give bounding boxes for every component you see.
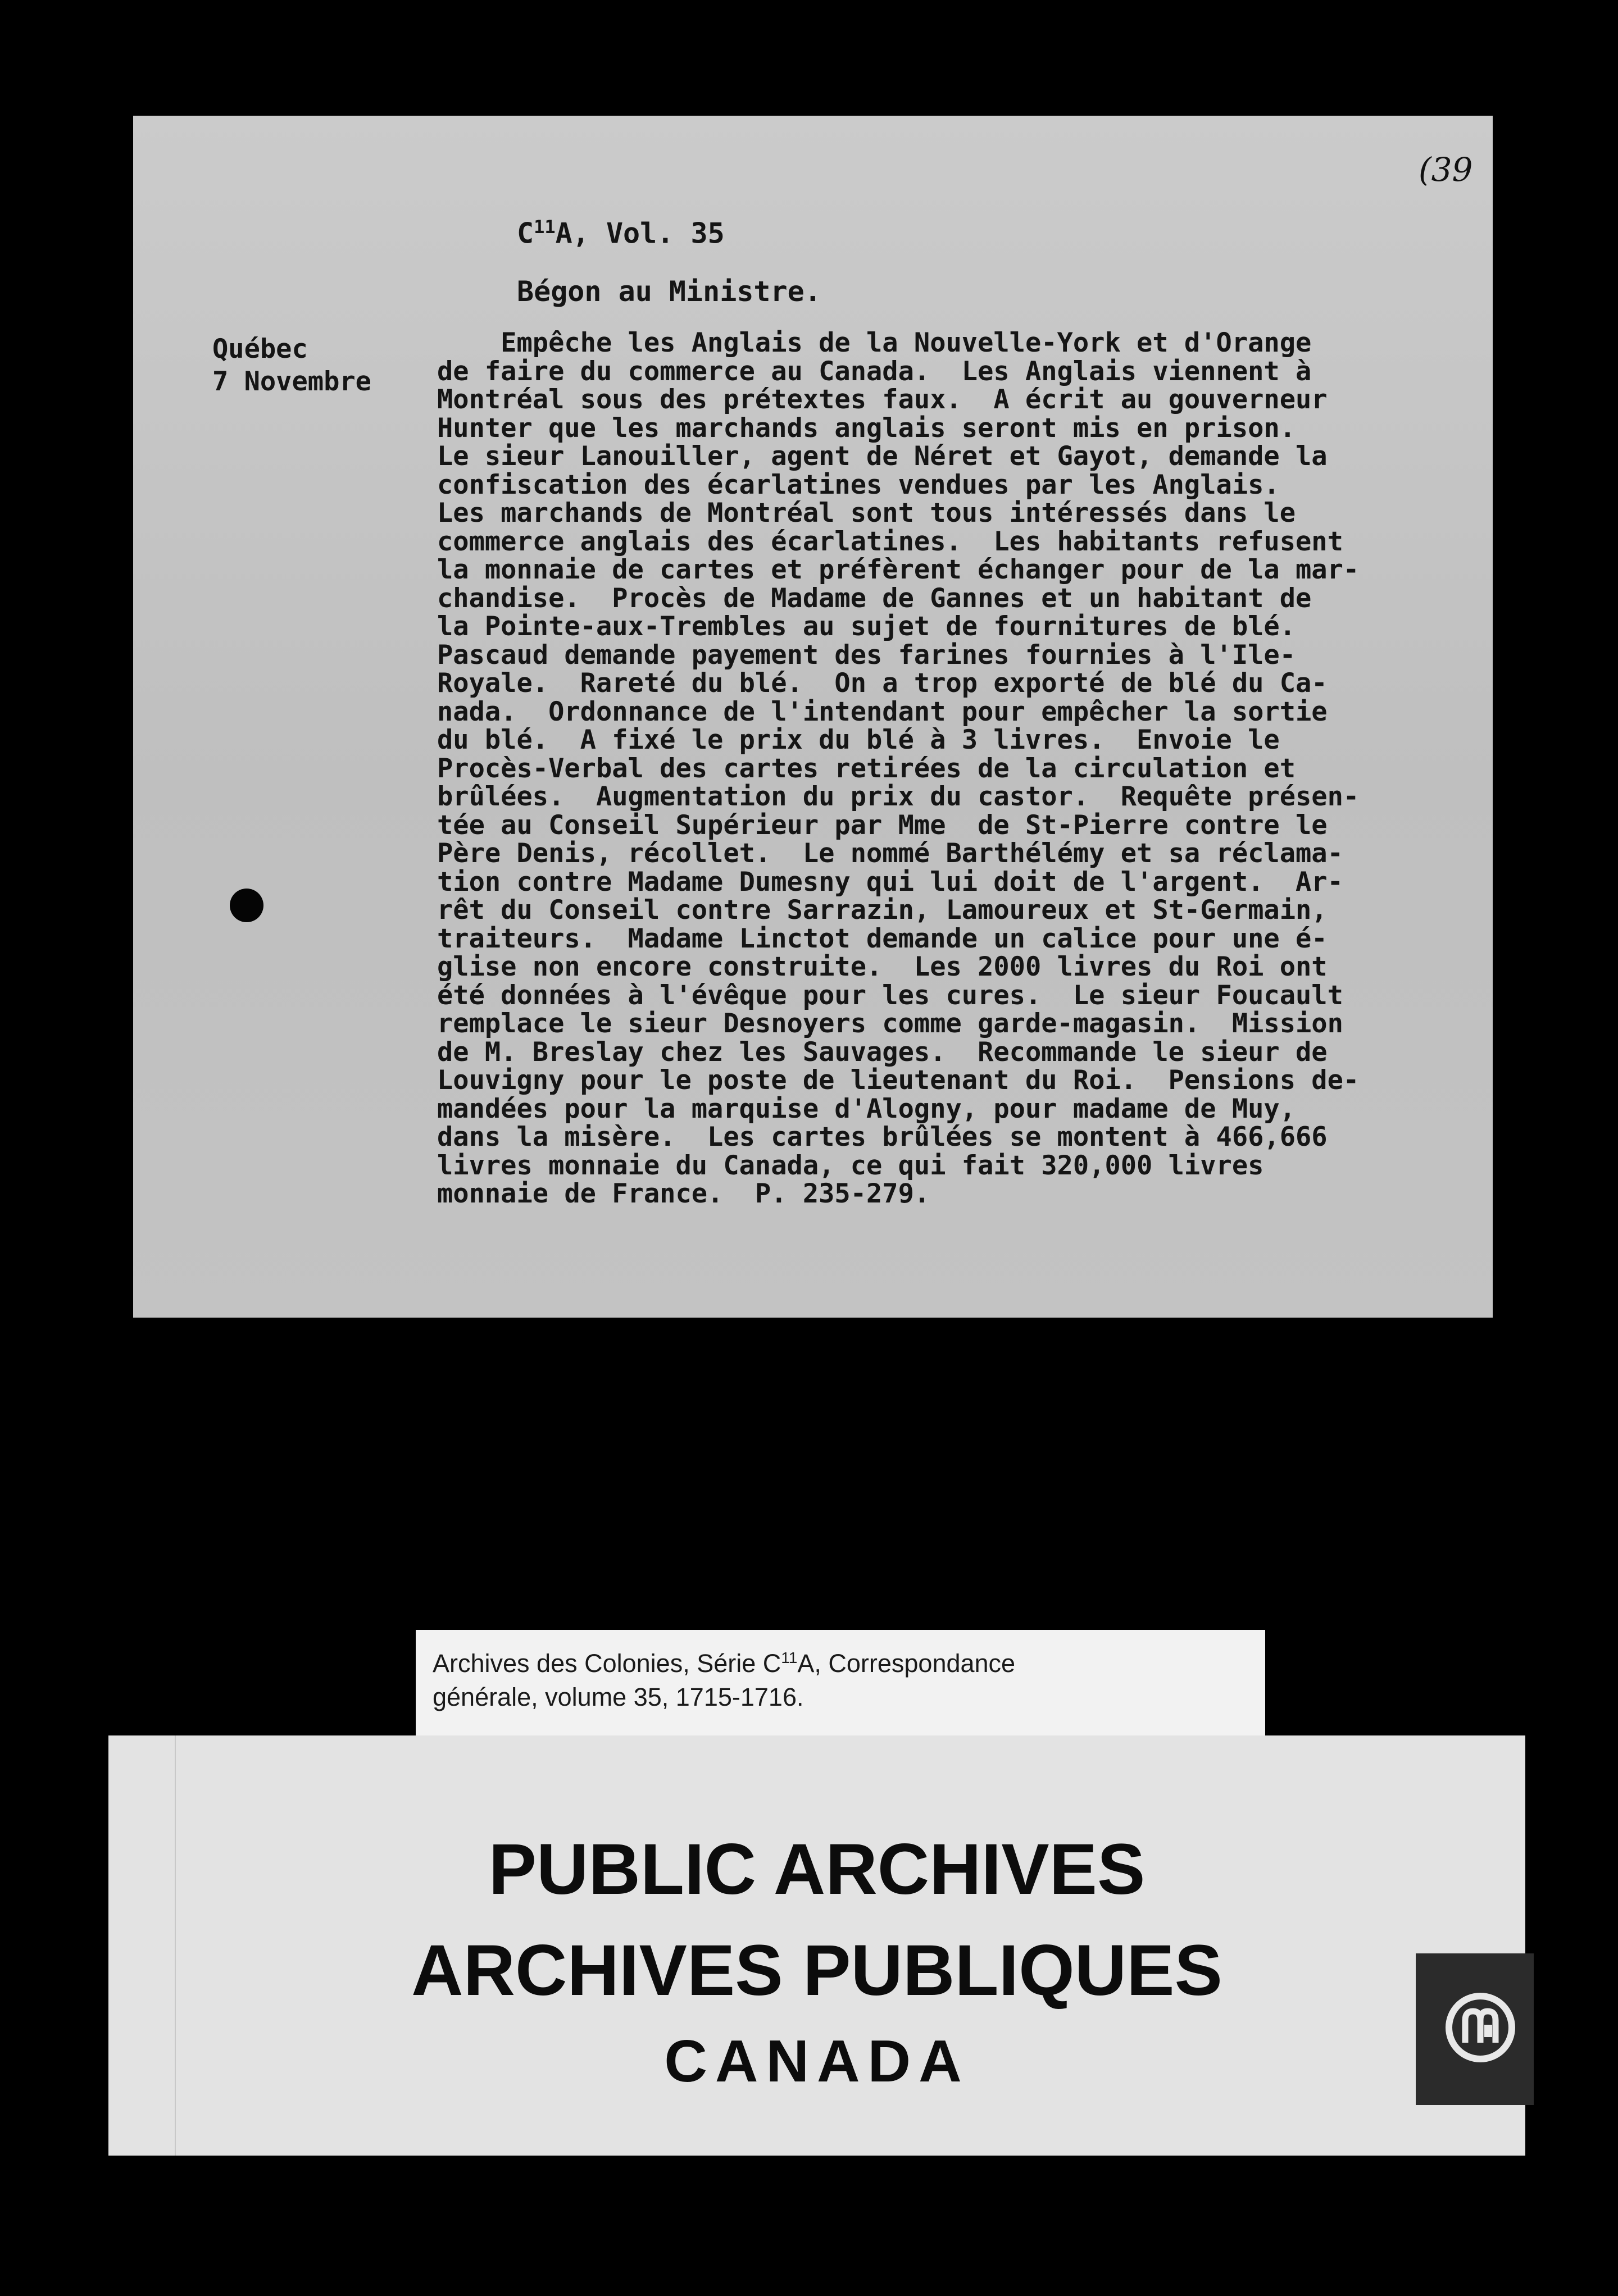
summary-line: confiscation des écarlatines vendues par les Anglais. <box>437 469 1280 500</box>
summary-line: Royale. Rareté du blé. On a trop exporté de blé du Ca- <box>437 668 1328 699</box>
summary-line: brûlées. Augmentation du prix du castor. Requête présen- <box>437 781 1360 812</box>
reference-superscript: 11 <box>534 216 556 238</box>
summary-line: Procès-Verbal des cartes retirées de la circulation et <box>437 753 1296 784</box>
source-label <box>416 1630 1265 1740</box>
summary-line: tée au Conseil Supérieur par Mme de St-Pierre contre le <box>437 809 1328 841</box>
summary-line: Hunter que les marchands anglais seront mis en prison. <box>437 412 1296 444</box>
summary-line: nada. Ordonnance de l'intendant pour empêcher la sortie <box>437 696 1328 727</box>
source-superscript: 11 <box>781 1649 798 1666</box>
summary-line: Père Denis, récollet. Le nommé Barthélémy et sa réclama- <box>437 838 1343 869</box>
punch-hole <box>230 889 263 922</box>
summary-line: Pascaud demande payement des farines fournies à l'Ile- <box>437 639 1296 671</box>
stamp-line-1: PUBLIC ARCHIVES <box>488 1829 1146 1910</box>
summary-line: Les marchands de Montréal sont tous intéressés dans le <box>437 498 1296 529</box>
reference-prefix: C <box>517 217 534 250</box>
summary-line: monnaie de France. P. 235-279. <box>437 1178 930 1209</box>
summary-line: de faire du commerce au Canada. Les Anglais viennent à <box>437 356 1312 387</box>
summary-line: rêt du Conseil contre Sarrazin, Lamoureux et St-Germain, <box>437 895 1328 926</box>
summary-line: chandise. Procès de Madame de Gannes et un habitant de <box>437 582 1312 614</box>
summary-line: été données à l'évêque pour les cures. Le sieur Foucault <box>437 980 1343 1011</box>
summary-line: traiteurs. Madame Linctot demande un calice pour une é- <box>437 923 1328 954</box>
source-prefix: Archives des Colonies, Série C <box>433 1649 781 1678</box>
summary-line: commerce anglais des écarlatines. Les habitants refusent <box>437 526 1343 557</box>
archive-stamp <box>108 1735 1525 2156</box>
reference-suffix: A, Vol. 35 <box>555 217 725 250</box>
place-label: Québec <box>212 334 308 365</box>
source-suffix: A, Correspondance <box>797 1649 1016 1678</box>
archives-emblem-icon <box>1444 1991 1517 2064</box>
page-number: (39 <box>1419 151 1473 189</box>
summary-line: glise non encore construite. Les 2000 livres du Roi ont <box>437 951 1328 982</box>
summary-line: la monnaie de cartes et préfèrent échanger pour de la mar- <box>437 554 1360 585</box>
summary-text <box>437 329 1437 1209</box>
stamp-line-2: ARCHIVES PUBLIQUES <box>411 1930 1222 2011</box>
summary-line: mandées pour la marquise d'Alogny, pour madame de Muy, <box>437 1093 1296 1124</box>
summary-line: livres monnaie du Canada, ce qui fait 320,000 livres <box>437 1150 1264 1181</box>
summary-line: Montréal sous des prétextes faux. A écrit au gouverneur <box>437 384 1328 415</box>
summary-line: dans la misère. Les cartes brûlées se montent à 466,666 <box>437 1122 1328 1152</box>
summary-line: du blé. A fixé le prix du blé à 3 livres. Envoie le <box>437 725 1280 755</box>
volume-reference <box>517 216 725 250</box>
source-line-2: générale, volume 35, 1715-1716. <box>433 1683 804 1711</box>
stamp-line-3: CANADA <box>664 2028 970 2094</box>
summary-line: de M. Breslay chez les Sauvages. Recommande le sieur de <box>437 1036 1328 1068</box>
summary-line: la Pointe-aux-Trembles au sujet de fournitures de blé. <box>437 611 1296 642</box>
summary-line: Louvigny pour le poste de lieutenant du Roi. Pensions de- <box>437 1065 1360 1096</box>
letter-heading: Bégon au Ministre. <box>517 275 821 308</box>
summary-line: Empêche les Anglais de la Nouvelle-York et d'Orange <box>437 327 1312 358</box>
date-label: 7 Novembre <box>212 366 371 397</box>
source-line-1 <box>433 1649 1015 1678</box>
summary-line: remplace le sieur Desnoyers comme garde-magasin. Mission <box>437 1008 1343 1039</box>
summary-line: tion contre Madame Dumesny qui lui doit de l'argent. Ar- <box>437 866 1343 898</box>
summary-line: Le sieur Lanouiller, agent de Néret et Gayot, demande la <box>437 441 1328 472</box>
